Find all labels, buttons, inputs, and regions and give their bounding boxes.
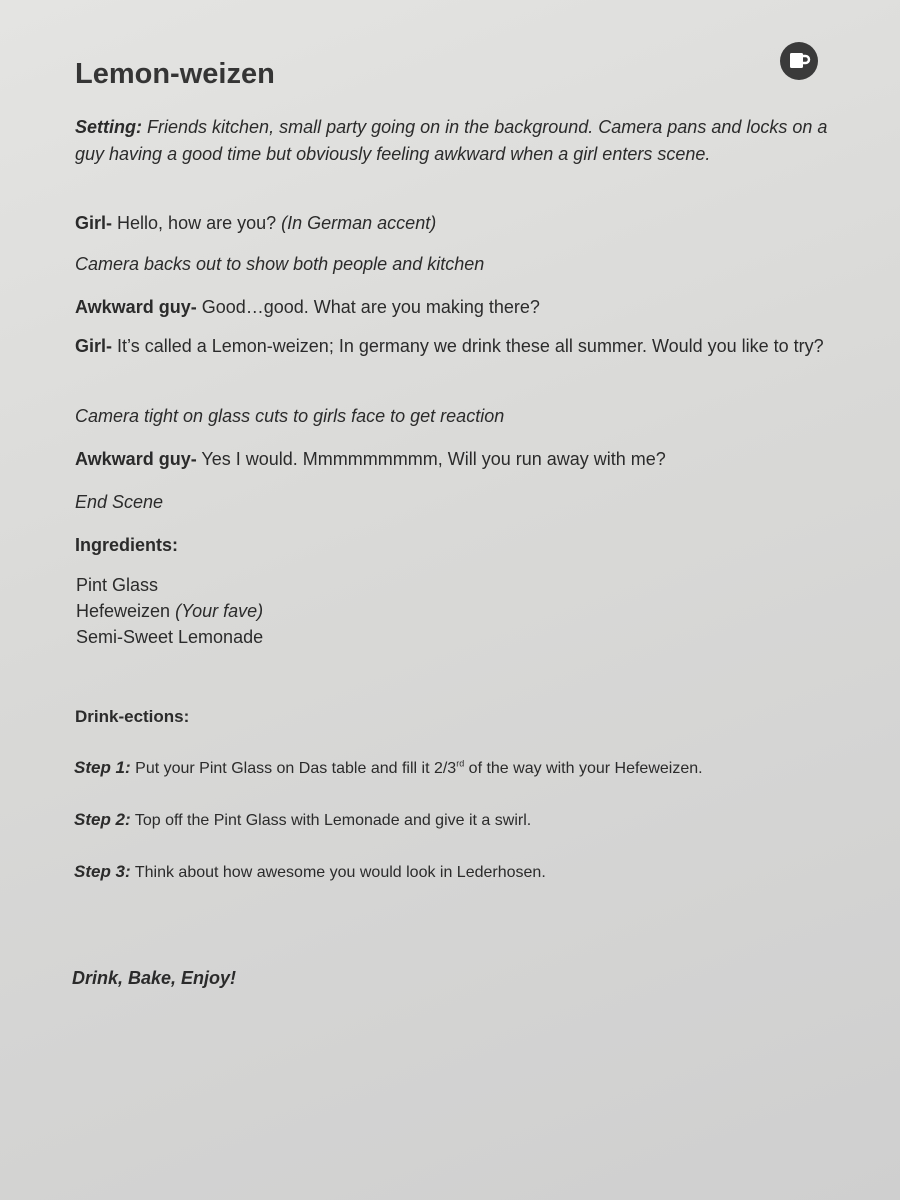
setting-text: Friends kitchen, small party going on in the background. Camera pans and locks on a guy having a good time but obviously feeling awkward when a girl enters scene. [75, 117, 828, 164]
step-text: Put your Pint Glass on Das table and fill it 2/3 [135, 760, 457, 777]
ingredient-name: Hefeweizen [76, 601, 171, 621]
step-label: Step 3: [74, 862, 131, 881]
dialogue-note: (In German accent) [281, 213, 437, 233]
closing-tagline: Drink, Bake, Enjoy! [72, 968, 237, 988]
step-text: Think about how awesome you would look in Lederhosen. [134, 864, 546, 881]
list-item: Pint Glass [76, 575, 159, 595]
step-text: Top off the Pint Glass with Lemonade and give it a swirl. [134, 812, 532, 829]
guy-line-1 [75, 294, 835, 321]
ingredients-list [76, 572, 263, 650]
list-item [76, 598, 263, 624]
ingredients-heading: Ingredients: [75, 535, 179, 555]
speaker-awkward-guy: Awkward guy- [75, 449, 197, 469]
speaker-girl: Girl- [75, 213, 113, 233]
step-1 [74, 756, 703, 781]
stage-direction-2: Camera tight on glass cuts to girls face to get reaction [75, 406, 505, 426]
ingredient-note: (Your fave) [175, 601, 264, 621]
coffee-mug-icon [780, 42, 818, 80]
guy-line-2 [75, 446, 835, 473]
speaker-awkward-guy: Awkward guy- [75, 297, 197, 317]
step-3 [74, 860, 546, 885]
document-title: Lemon-weizen [75, 58, 275, 90]
girl-line-2 [75, 333, 835, 360]
girl-line-1 [75, 210, 835, 237]
end-scene: End Scene [75, 492, 164, 512]
step-2 [74, 808, 531, 833]
dialogue-text: Good…good. What are you making there? [201, 297, 540, 317]
dialogue-text: Yes I would. Mmmmmmmmm, Will you run away with me? [201, 449, 666, 469]
speaker-girl: Girl- [75, 336, 113, 356]
step-label: Step 2: [74, 810, 131, 829]
list-item: Semi-Sweet Lemonade [76, 627, 264, 647]
step-label: Step 1: [74, 758, 131, 777]
directions-heading: Drink-ections: [75, 707, 190, 726]
step-text-continued: of the way with your Hefeweizen. [468, 760, 703, 777]
step-superscript: rd [456, 758, 465, 769]
setting-label: Setting: [75, 117, 142, 137]
setting-paragraph [75, 114, 835, 168]
dialogue-text: It’s called a Lemon-weizen; In germany we drink these all summer. Would you like to try? [117, 336, 824, 356]
dialogue-text: Hello, how are you? [117, 213, 277, 233]
stage-direction-1: Camera backs out to show both people and kitchen [75, 254, 485, 274]
